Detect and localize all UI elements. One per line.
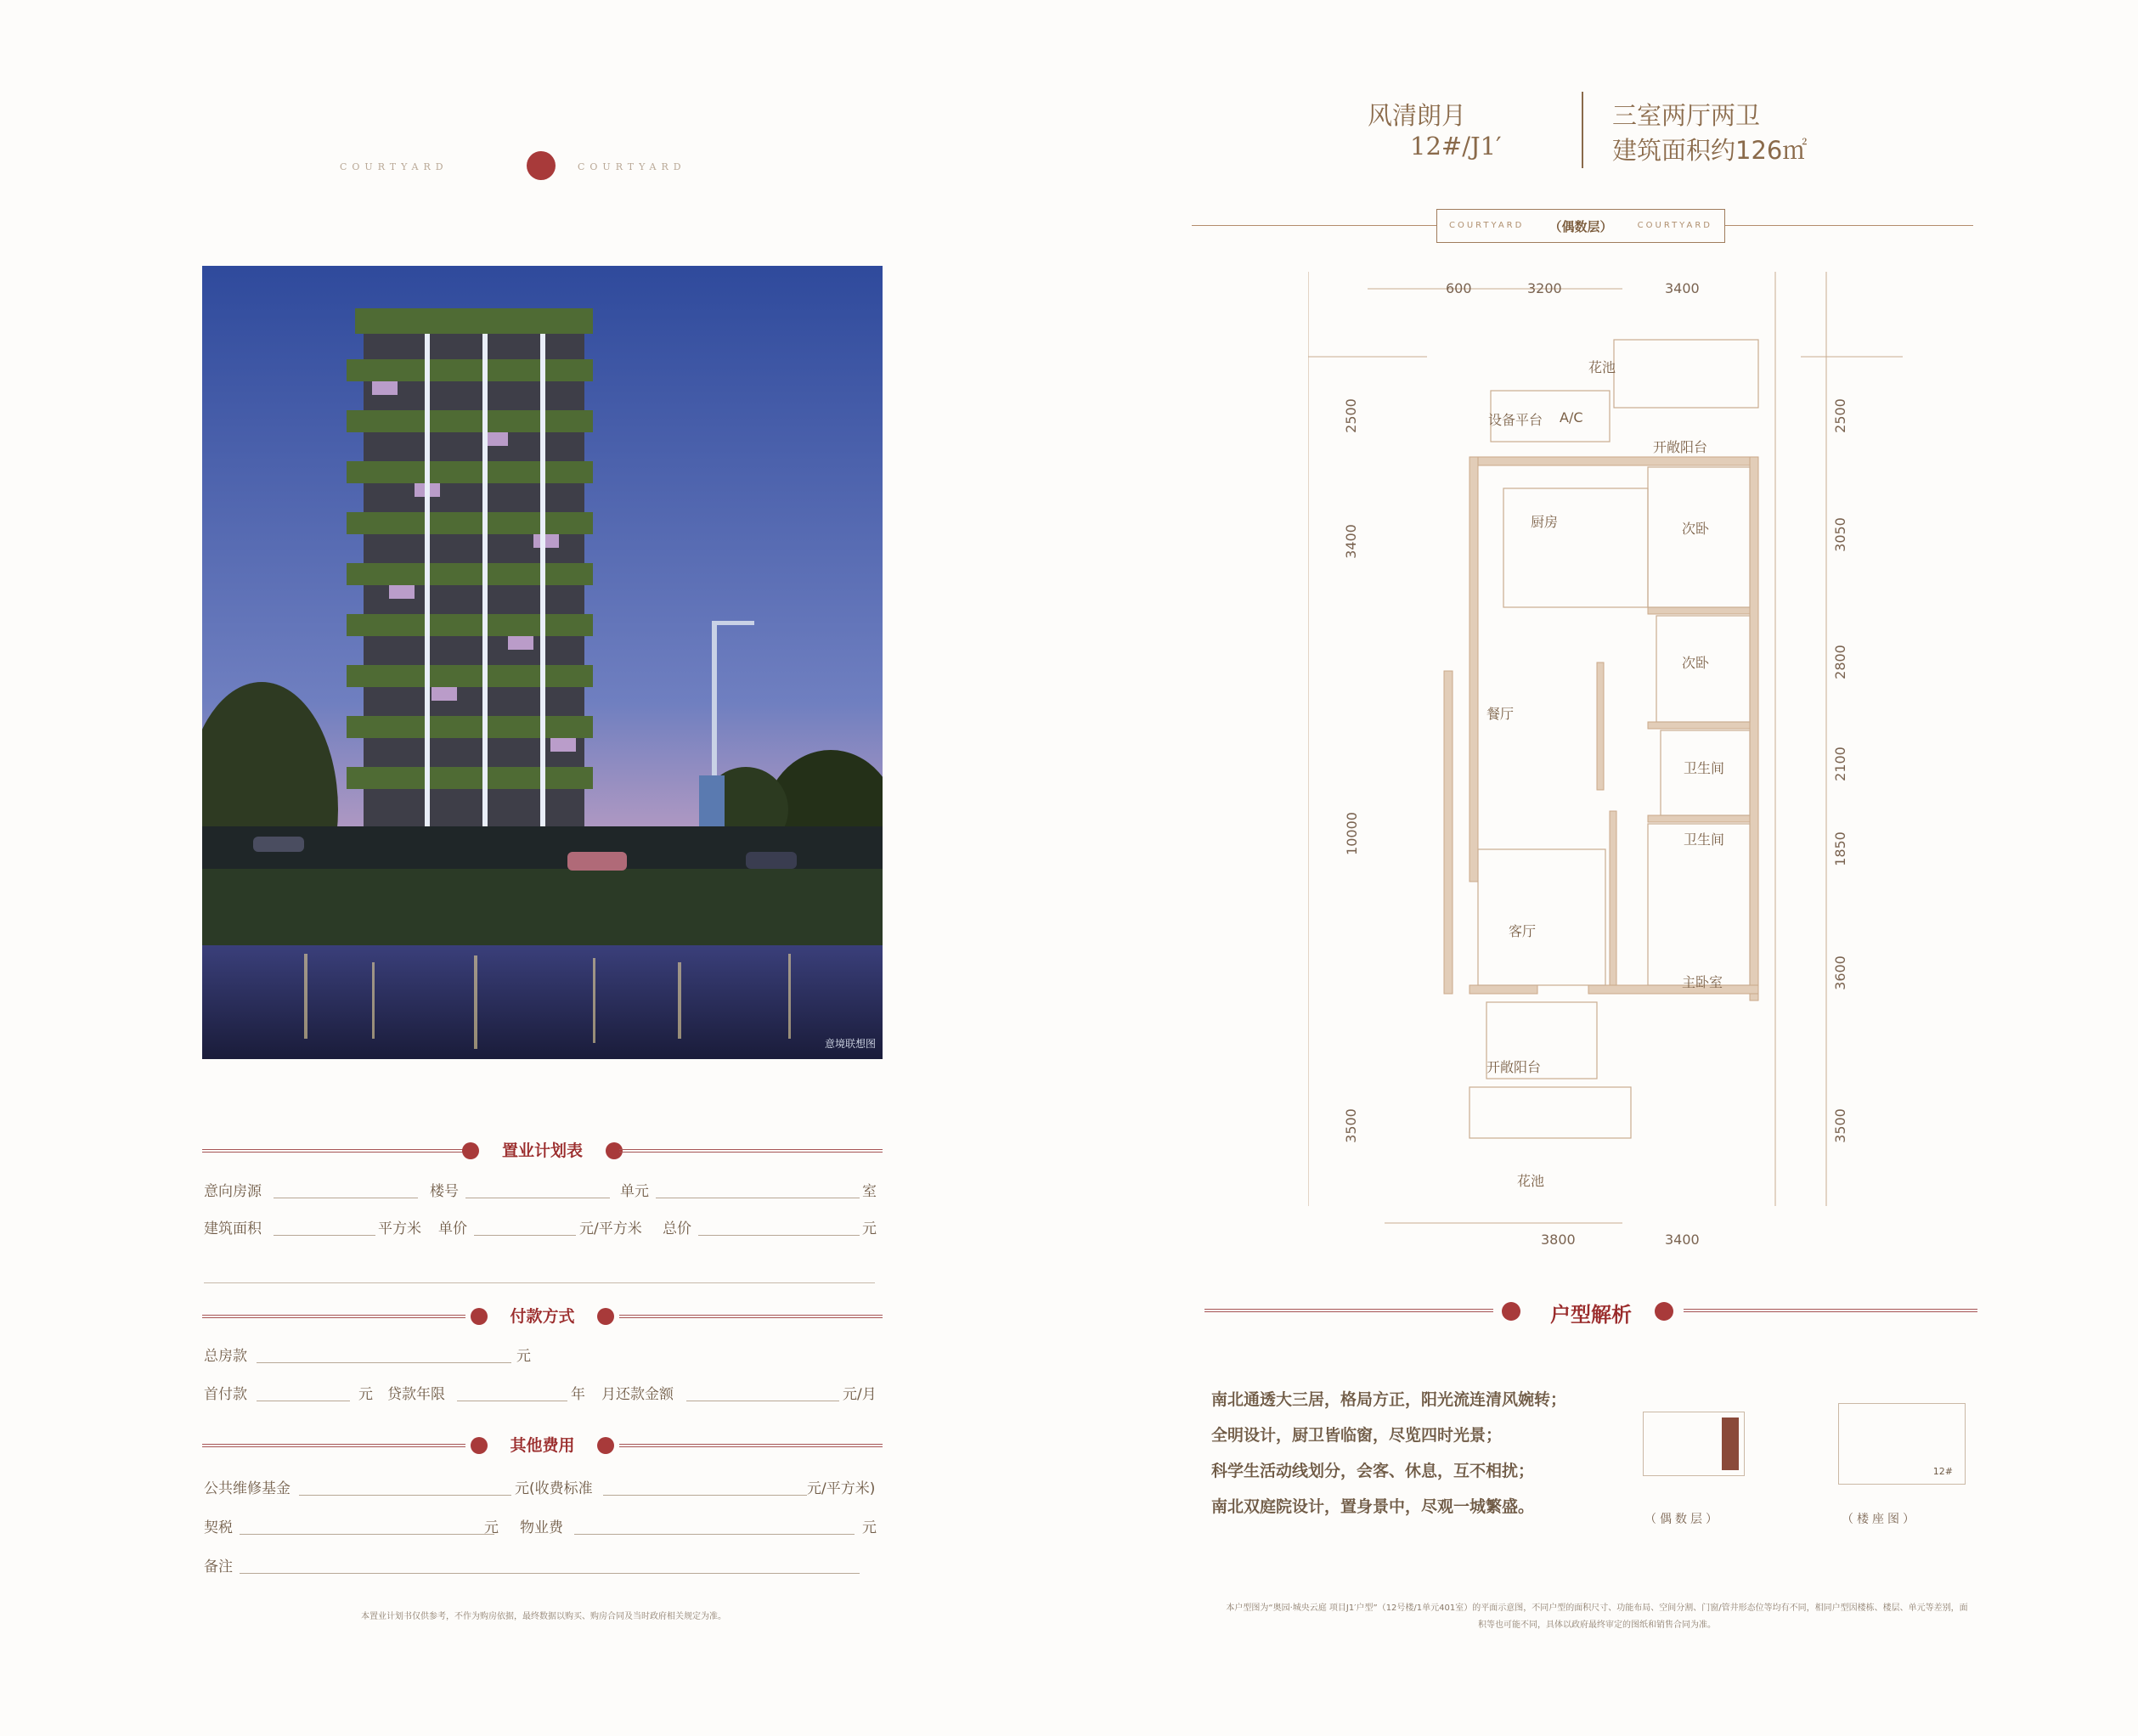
field-notes[interactable] [240,1573,860,1574]
room-bedroom-2b: 次卧 [1682,655,1710,671]
thumb-highlight [1722,1418,1739,1470]
divider-line [619,1149,883,1153]
field-fee-standard[interactable] [603,1495,807,1496]
section-title: 付款方式 [510,1307,575,1326]
section-title: 置业计划表 [501,1141,583,1160]
dim-top-1: 600 [1446,280,1472,296]
label-yuan: 元 [358,1386,373,1403]
room-open-balcony-bottom: 开敞阳台 [1486,1059,1542,1075]
thumb-site-map-text: 12# [1932,1466,1953,1477]
field-total-price[interactable] [698,1235,860,1236]
label-yuan-per-month: 元/月 [843,1386,877,1403]
analysis-text [1211,1382,1619,1525]
dim-left-1: 2500 [1342,398,1359,433]
room-bath-2: 卫生间 [1684,831,1725,848]
analysis-line: 南北双庭院设计，置身景中，尽观一城繁盛。 [1211,1497,1535,1516]
dim-bottom-2: 3400 [1665,1232,1700,1248]
dim-left-4: 3500 [1342,1108,1359,1143]
thumb-floor-key-label: （偶数层） [1644,1513,1721,1526]
room-bedroom-2a: 次卧 [1682,521,1710,537]
form-row-total [204,1344,883,1374]
label-building-area: 建筑面积 [204,1220,262,1237]
section-header-plan [202,1134,883,1168]
band-line-left [1192,225,1436,226]
unit-area: 建筑面积约126㎡ [1612,136,1808,165]
room-bath-1: 卫生间 [1684,760,1725,776]
dim-left-2: 3400 [1342,524,1359,559]
label-loan-years: 贷款年限 [387,1386,445,1403]
floor-type-label: （偶数层） [1548,219,1613,234]
label-total-payment: 总房款 [204,1348,247,1365]
brand-seal-icon [527,151,556,180]
field-total-payment[interactable] [257,1362,511,1363]
brand-word-left: COURTYARD [340,161,448,172]
room-flower-bed-bottom: 花池 [1517,1173,1545,1189]
left-footnote: 本置业计划书仅供参考，不作为购房依据，最终数据以购买、购房合同及当时政府相关规定为准。 [361,1612,726,1621]
room-kitchen: 厨房 [1531,514,1559,530]
divider-line [619,1444,883,1447]
label-year: 年 [571,1386,585,1403]
unit-layout: 三室两厅两卫 [1612,101,1761,130]
label-yuan: 元 [516,1348,531,1365]
divider-line [1684,1309,1977,1312]
floor-plan [1308,272,1903,1257]
field-unit-price[interactable] [474,1235,576,1236]
analysis-line: 科学生活动线划分，会客、休息，互不相扰； [1211,1462,1535,1480]
section-header-other [202,1429,883,1463]
band-word-right: COURTYARD [1637,221,1712,230]
room-flower-bed-top: 花池 [1588,359,1616,375]
building-rendering-image [202,266,883,1059]
label-fee-standard: 元(收费标准 [515,1480,593,1497]
label-maintenance-fund: 公共维修基金 [204,1480,291,1497]
dim-right-3: 2800 [1831,645,1848,679]
dim-top-2: 3200 [1527,280,1562,296]
label-yuan-per-sqm: 元/平方米 [579,1220,642,1237]
label-deed-tax: 契税 [204,1519,233,1536]
dim-right-5: 1850 [1831,831,1848,866]
right-footnote: 本户型图为“奥园·城央云庭 项目J1′户型”（12号楼/1单元401室）的平面示意图，不同户型的面积尺寸、功能布局、空间分割、门窗/管井形态位等均有不同，相同户型因楼栋、楼层、单元等差别，面积等也可能不同，具体以政府最终审定的图纸和销售合同为准。 [1226,1604,1968,1630]
unit-name: 风清朗月 [1368,101,1467,130]
photo-caption: 意境联想图 [824,1038,876,1050]
label-building-no: 楼号 [430,1183,459,1200]
thumb-floor-key [1643,1412,1745,1476]
section-title: 户型解析 [1550,1303,1632,1327]
dim-right-7: 3500 [1831,1108,1848,1143]
section-header-analysis [1204,1293,1977,1330]
seal-icon [1655,1302,1673,1321]
form-row-property [204,1179,883,1209]
field-deed-tax[interactable] [240,1534,494,1535]
section-title: 其他费用 [510,1436,575,1455]
form-row-tax [204,1515,883,1546]
label-unit: 单元 [620,1183,649,1200]
label-yuan: 元 [862,1519,877,1536]
room-ac: A/C [1560,409,1583,426]
seal-icon [597,1437,614,1454]
label-sqm: 平方米 [378,1220,421,1237]
label-notes: 备注 [204,1558,233,1575]
label-yuan: 元 [862,1220,877,1237]
form-row-loan [204,1382,883,1412]
analysis-line: 全明设计，厨卫皆临窗，尽览四时光景； [1211,1426,1503,1445]
dim-left-3: 10000 [1343,812,1360,855]
label-monthly-payment: 月还款金额 [601,1386,674,1403]
thumb-site-map [1838,1403,1966,1485]
floor-type-band [1192,209,1973,243]
section-header-payment [202,1299,883,1333]
header-divider [1582,92,1583,168]
field-building-area[interactable] [274,1235,375,1236]
building-rendering [202,266,883,1059]
room-dining: 餐厅 [1486,706,1515,722]
divider-line [619,1315,883,1318]
form-blank-line [204,1282,875,1283]
form-row-maintenance [204,1476,883,1507]
band-word-left: COURTYARD [1449,221,1525,230]
analysis-line: 南北通透大三居，格局方正，阳光流连清风婉转； [1211,1390,1567,1409]
room-living: 客厅 [1509,923,1537,939]
form-row-notes [204,1554,883,1585]
dim-right-4: 2100 [1831,747,1848,781]
room-equipment-platform: 设备平台 [1488,412,1543,428]
dim-bottom-1: 3800 [1541,1232,1576,1248]
thumb-site-map-label: （楼座图） [1842,1513,1918,1526]
floor-type-box [1436,209,1725,243]
field-property-fee[interactable] [574,1534,855,1535]
dim-right-1: 2500 [1831,398,1848,433]
label-intended-property: 意向房源 [204,1183,262,1200]
label-down-payment: 首付款 [204,1386,247,1403]
brand-logo-row [331,143,756,194]
label-unit-price: 单价 [438,1220,467,1237]
dim-right-6: 3600 [1831,955,1848,990]
dim-right-2: 3050 [1831,517,1848,552]
seal-icon [597,1308,614,1325]
field-maintenance-fund[interactable] [299,1495,511,1496]
label-yuan-per-sqm: 元/平方米) [807,1480,876,1497]
label-room: 室 [862,1183,877,1200]
label-property-fee: 物业费 [520,1519,563,1536]
room-open-balcony-top: 开敞阳台 [1653,439,1708,455]
unit-code: 12#/J1′ [1410,132,1502,161]
band-line-right [1725,225,1973,226]
room-master-bedroom: 主卧室 [1682,974,1723,990]
label-total-price: 总价 [663,1220,691,1237]
brand-word-right: COURTYARD [578,161,686,172]
dim-top-3: 3400 [1665,280,1700,296]
floor-plan-drawing [1308,272,1903,1257]
form-row-area [204,1216,883,1247]
label-yuan: 元 [484,1519,499,1536]
